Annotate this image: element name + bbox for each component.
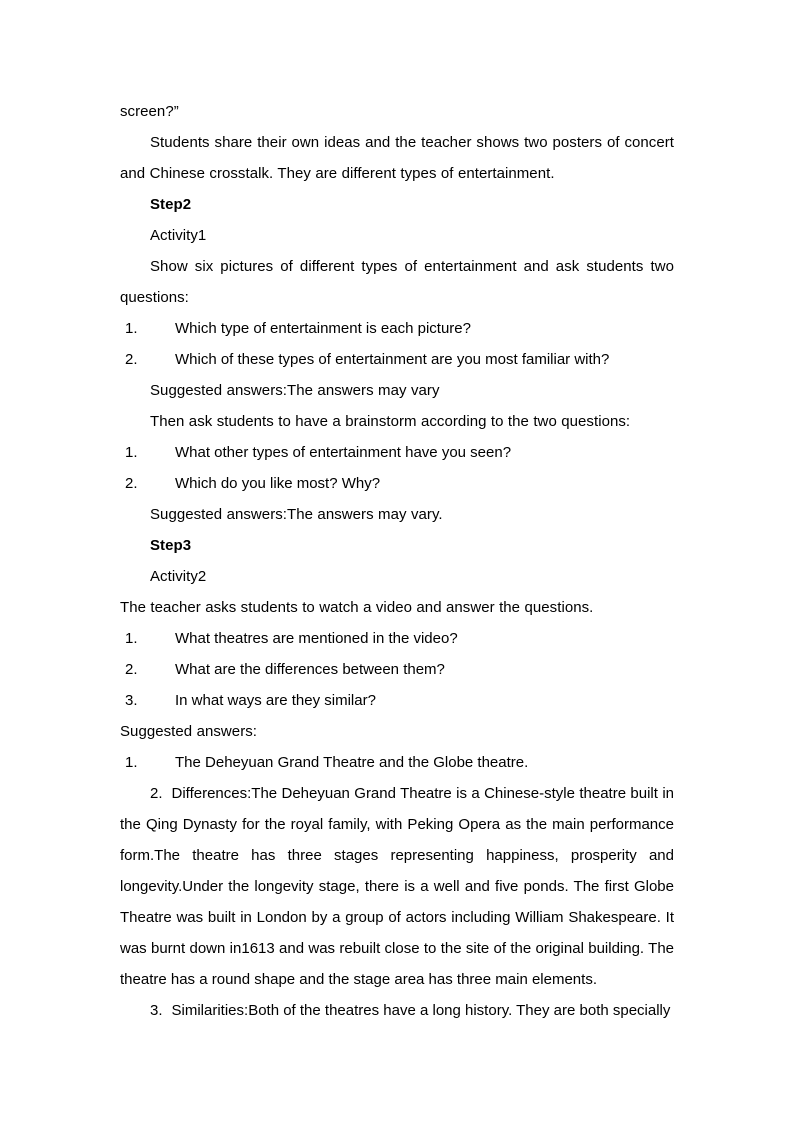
list-item <box>120 685 674 716</box>
list-item <box>120 623 674 654</box>
numbered-paragraph-text: Differences:The Deheyuan Grand Theatre is a Chinese-style theatre built in the Qing Dynasty for the royal family, with Peking Opera as the main performance form.The theatre has three stages representing happiness, prosperity and longevity.Under the longevity stage, there is a well and five ponds. The first Globe Theatre was built in London by a group of actors including William Shakespeare. It was burnt down in1613 and was rebuilt close to the site of the original building. The theatre has a round shape and the stage area has three main elements. <box>120 785 674 988</box>
list-item <box>120 654 674 685</box>
list-item-number: 2. <box>125 475 138 492</box>
numbered-paragraph-number: 2. <box>150 785 163 802</box>
paragraph-suggested-answers-2: Suggested answers:The answers may vary. <box>150 506 443 523</box>
list-item-text: What are the differences between them? <box>175 661 445 678</box>
list-item <box>120 468 674 499</box>
paragraph-teacher-asks-students: The teacher asks students to watch a video and answer the questions. <box>120 599 594 616</box>
list-item-text: The Deheyuan Grand Theatre and the Globe theatre. <box>175 754 529 771</box>
numbered-paragraph-number: 3. <box>150 1002 163 1019</box>
list-item-number: 1. <box>125 754 138 771</box>
paragraph-show-six-pictures: Show six pictures of different types of entertainment and ask students two questions: <box>120 258 674 306</box>
paragraph-suggested-answers-3: Suggested answers: <box>120 723 258 740</box>
list-item <box>120 313 674 344</box>
list-item-number: 1. <box>125 444 138 461</box>
paragraph-activity2: Activity2 <box>150 568 207 585</box>
list-item-number: 1. <box>125 320 138 337</box>
list-item-text: Which do you like most? Why? <box>175 475 381 492</box>
list-item-number: 2. <box>125 351 138 368</box>
paragraph-screen-quote: screen?” <box>120 103 179 120</box>
list-item-text: What theatres are mentioned in the video? <box>175 630 458 647</box>
heading-step2: Step2 <box>150 196 192 213</box>
paragraph-activity1: Activity1 <box>150 227 207 244</box>
numbered-paragraph-text: Similarities:Both of the theatres have a long history. They are both specially <box>171 1002 671 1019</box>
list-item <box>120 344 674 375</box>
numbered-paragraph-differences <box>120 778 674 995</box>
paragraph-suggested-answers-1: Suggested answers:The answers may vary <box>150 382 440 399</box>
list-item-number: 1. <box>125 630 138 647</box>
list-item-text: In what ways are they similar? <box>175 692 376 709</box>
heading-step3: Step3 <box>150 537 192 554</box>
list-item-text: Which type of entertainment is each picture? <box>175 320 471 337</box>
paragraph-students-share: Students share their own ideas and the teacher shows two posters of concert and Chinese crosstalk. They are different types of entertainment. <box>120 134 674 182</box>
list-item-text: Which of these types of entertainment are you most familiar with? <box>175 351 610 368</box>
list-item-number: 3. <box>125 692 138 709</box>
list-item <box>120 747 674 778</box>
document-text-column <box>120 96 674 1026</box>
list-item <box>120 437 674 468</box>
numbered-paragraph-similarities <box>120 995 674 1026</box>
list-item-text: What other types of entertainment have you seen? <box>175 444 512 461</box>
paragraph-then-ask-students: Then ask students to have a brainstorm according to the two questions: <box>150 413 631 430</box>
list-item-number: 2. <box>125 661 138 678</box>
